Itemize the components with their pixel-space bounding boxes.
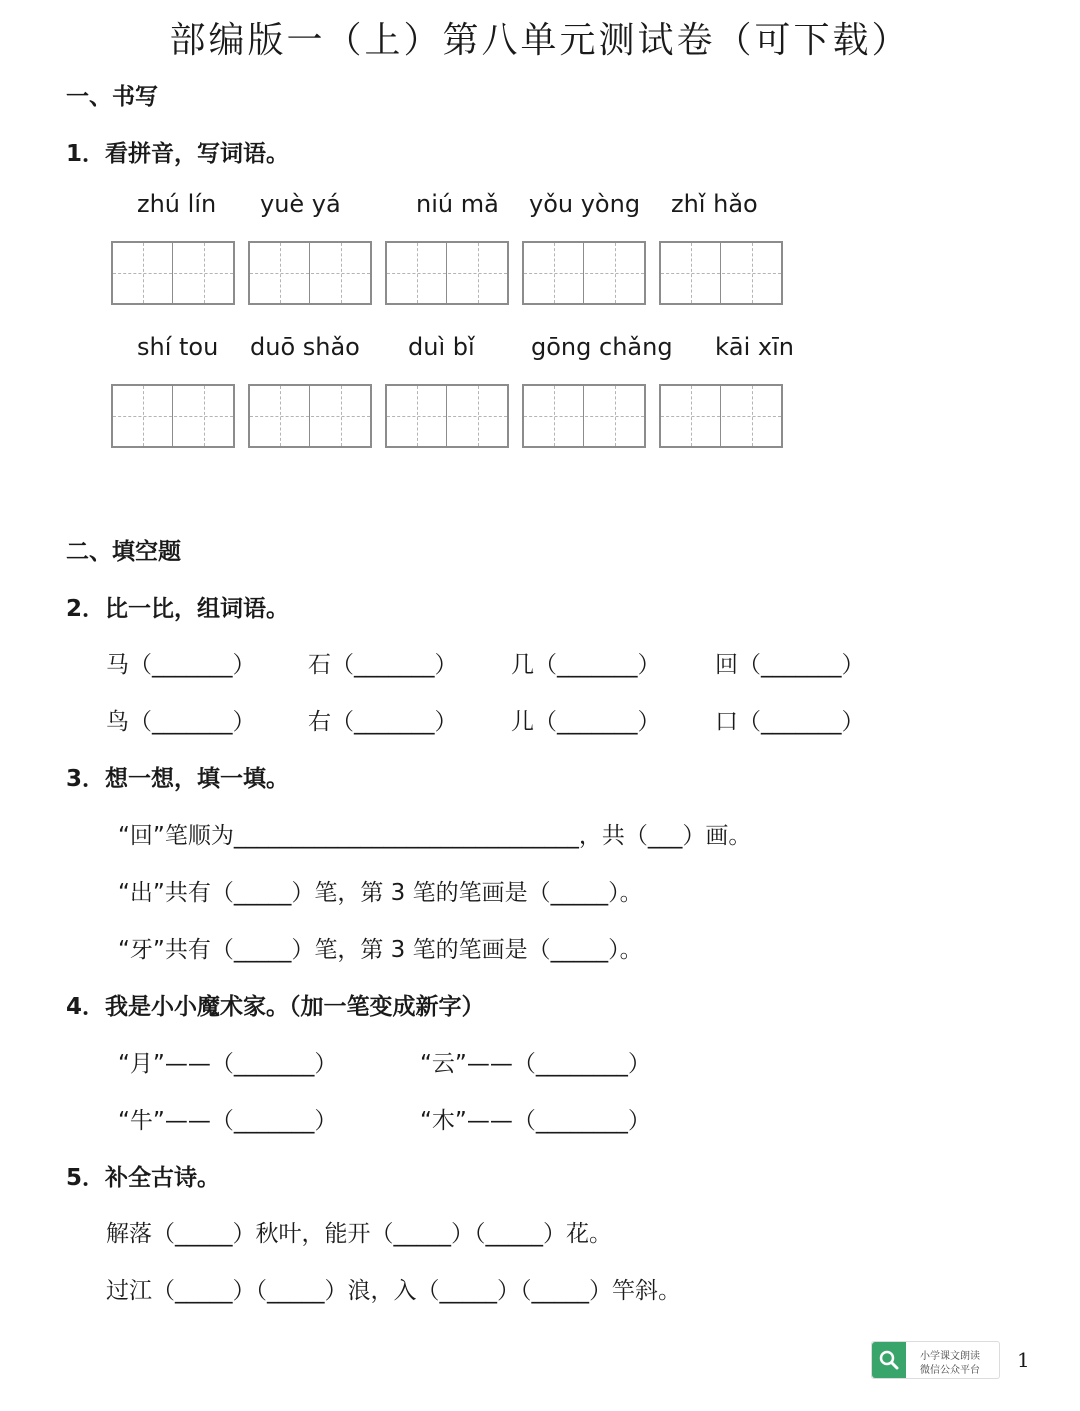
pinyin-label: niú mǎ bbox=[416, 190, 499, 218]
compare-item: 右（_______） bbox=[308, 709, 458, 735]
pinyin-label: zhǐ hǎo bbox=[671, 190, 758, 218]
fill-line: “回”笔顺为______________________________，共（___）画。 bbox=[118, 823, 752, 849]
poem-line: 过江（_____）（_____）浪，入（_____）（_____）竿斜。 bbox=[106, 1278, 681, 1304]
wechat-badge[interactable] bbox=[871, 1341, 1000, 1379]
question-3-title: 3．想一想，填一填。 bbox=[66, 766, 290, 792]
search-icon bbox=[872, 1342, 906, 1378]
question-1-title: 1．看拼音，写词语。 bbox=[66, 141, 290, 167]
question-4-title: 4．我是小小魔术家。（加一笔变成新字） bbox=[66, 994, 485, 1020]
page-number: 1 bbox=[1017, 1348, 1030, 1372]
pinyin-label: shí tou bbox=[137, 333, 219, 361]
compare-item: 回（_______） bbox=[715, 652, 865, 678]
writing-grid[interactable] bbox=[522, 384, 646, 448]
writing-grid[interactable] bbox=[111, 241, 235, 305]
question-2-title: 2．比一比，组词语。 bbox=[66, 596, 290, 622]
writing-grid[interactable] bbox=[659, 241, 783, 305]
writing-grid[interactable] bbox=[248, 384, 372, 448]
question-5-title: 5．补全古诗。 bbox=[66, 1165, 221, 1191]
compare-item: 几（_______） bbox=[511, 652, 661, 678]
writing-grid[interactable] bbox=[522, 241, 646, 305]
section-heading-writing: 一、书写 bbox=[66, 84, 158, 110]
pinyin-label: zhú lín bbox=[137, 190, 217, 218]
writing-grid[interactable] bbox=[111, 384, 235, 448]
compare-item: 石（_______） bbox=[308, 652, 458, 678]
badge-line-1: 小学课文朗读 bbox=[920, 1351, 980, 1362]
magic-item: “木”——（________） bbox=[420, 1108, 651, 1134]
compare-item: 马（_______） bbox=[106, 652, 256, 678]
pinyin-label: duì bǐ bbox=[408, 333, 475, 361]
magic-item: “月”——（_______） bbox=[118, 1051, 338, 1077]
compare-item: 儿（_______） bbox=[511, 709, 661, 735]
page-title: 部编版一（上）第八单元测试卷（可下载） bbox=[169, 20, 911, 61]
pinyin-label: kāi xīn bbox=[715, 333, 794, 361]
writing-grid[interactable] bbox=[659, 384, 783, 448]
writing-grid[interactable] bbox=[248, 241, 372, 305]
magic-item: “云”——（________） bbox=[420, 1051, 651, 1077]
pinyin-label: duō shǎo bbox=[250, 333, 360, 361]
writing-grid[interactable] bbox=[385, 384, 509, 448]
magic-item: “牛”——（_______） bbox=[118, 1108, 338, 1134]
writing-grid[interactable] bbox=[385, 241, 509, 305]
compare-item: 口（_______） bbox=[715, 709, 865, 735]
badge-line-2: 微信公众平台 bbox=[920, 1365, 980, 1376]
section-heading-fill-blank: 二、填空题 bbox=[66, 539, 181, 565]
fill-line: “出”共有（_____）笔，第 3 笔的笔画是（_____）。 bbox=[118, 880, 643, 906]
pinyin-label: gōng chǎng bbox=[531, 333, 673, 361]
pinyin-label: yǒu yòng bbox=[529, 190, 641, 218]
compare-item: 鸟（_______） bbox=[106, 709, 256, 735]
fill-line: “牙”共有（_____）笔，第 3 笔的笔画是（_____）。 bbox=[118, 937, 643, 963]
pinyin-label: yuè yá bbox=[260, 190, 341, 218]
poem-line: 解落（_____）秋叶，能开（_____）（_____）花。 bbox=[106, 1221, 612, 1247]
